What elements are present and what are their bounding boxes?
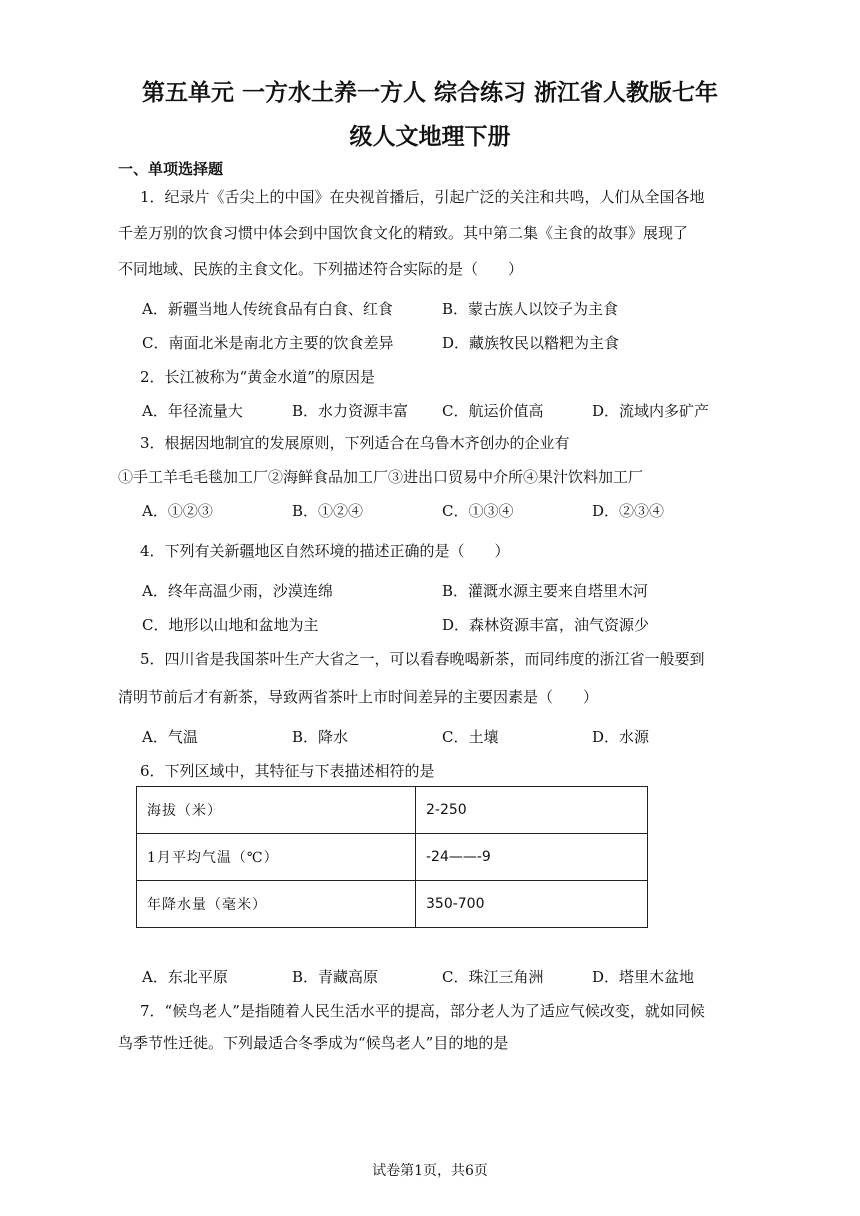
question-6-option-c[interactable]: C．珠江三角洲 — [442, 968, 544, 986]
question-5-option-a[interactable]: A．气温 — [142, 728, 198, 746]
question-1-line-3: 不同地域、民族的主食文化。下列描述符合实际的是（ ） — [118, 260, 524, 278]
question-5-line-2: 清明节前后才有新茶，导致两省茶叶上市时间差异的主要因素是（ ） — [118, 688, 599, 706]
question-4-option-a[interactable]: A．终年高温少雨，沙漠连绵 — [142, 582, 333, 600]
question-2-option-d[interactable]: D．流域内多矿产 — [592, 402, 710, 420]
page-title-line-2: 级人文地理下册 — [349, 124, 511, 150]
table-cell-label: 年降水量（毫米） — [137, 881, 416, 928]
question-2-option-a[interactable]: A．年径流量大 — [142, 402, 243, 420]
question-4-option-b[interactable]: B．灌溉水源主要来自塔里木河 — [442, 582, 649, 600]
table-row — [137, 834, 648, 881]
question-1-option-d[interactable]: D．藏族牧民以糌粑为主食 — [442, 334, 620, 352]
question-2-option-b[interactable]: B．水力资源丰富 — [292, 402, 409, 420]
question-1-line-1: 1．纪录片《舌尖上的中国》在央视首播后，引起广泛的关注和共鸣，人们从全国各地 — [140, 188, 705, 206]
question-3-option-b[interactable]: B．①②④ — [292, 502, 364, 520]
table-cell-value: -24——-9 — [416, 834, 648, 881]
climate-table — [136, 786, 648, 928]
question-5-option-c[interactable]: C．土壤 — [442, 728, 499, 746]
question-2-line-1: 2．长江被称为“黄金水道”的原因是 — [140, 368, 375, 386]
question-3-option-c[interactable]: C．①③④ — [442, 502, 514, 520]
question-4-option-c[interactable]: C．地形以山地和盆地为主 — [142, 616, 319, 634]
question-2-option-c[interactable]: C．航运价值高 — [442, 402, 544, 420]
question-3-option-a[interactable]: A．①②③ — [142, 502, 213, 520]
page-footer: 试卷第1页，共6页 — [372, 1163, 488, 1179]
question-7-line-1: 7．“候鸟老人”是指随着人民生活水平的提高，部分老人为了适应气候改变，就如同候 — [140, 1002, 705, 1020]
question-3-option-d[interactable]: D．②③④ — [592, 502, 665, 520]
question-4-line-1: 4．下列有关新疆地区自然环境的描述正确的是（ ） — [140, 542, 510, 560]
question-6-option-a[interactable]: A．东北平原 — [142, 968, 228, 986]
question-3-line-2: ①手工羊毛毛毯加工厂②海鲜食品加工厂③进出口贸易中介所④果汁饮料加工厂 — [118, 468, 644, 486]
question-6-line-1: 6．下列区域中，其特征与下表描述相符的是 — [140, 762, 435, 780]
question-6-option-b[interactable]: B．青藏高原 — [292, 968, 379, 986]
question-5-option-d[interactable]: D．水源 — [592, 728, 650, 746]
table-cell-label: 1月平均气温（℃） — [137, 834, 416, 881]
section-heading: 一、单项选择题 — [118, 160, 224, 178]
table-row — [137, 787, 648, 834]
table-cell-label: 海拔（米） — [137, 787, 416, 834]
question-7-line-2: 鸟季节性迁徙。下列最适合冬季成为“候鸟老人”目的地的是 — [118, 1034, 509, 1052]
question-1-option-b[interactable]: B．蒙古族人以饺子为主食 — [442, 300, 619, 318]
question-1-option-c[interactable]: C．南面北米是南北方主要的饮食差异 — [142, 334, 394, 352]
table-row — [137, 881, 648, 928]
question-1-line-2: 千差万别的饮食习惯中体会到中国饮食文化的精致。其中第二集《主食的故事》展现了 — [118, 224, 689, 242]
question-1-option-a[interactable]: A．新疆当地人传统食品有白食、红食 — [142, 300, 393, 318]
question-5-line-1: 5．四川省是我国茶叶生产大省之一，可以看春晚喝新茶，而同纬度的浙江省一般要到 — [140, 650, 705, 668]
table-cell-value: 2-250 — [416, 787, 648, 834]
question-3-line-1: 3．根据因地制宜的发展原则，下列适合在乌鲁木齐创办的企业有 — [140, 434, 570, 452]
page-title-line-1: 第五单元 一方水土养一方人 综合练习 浙江省人教版七年 — [141, 80, 719, 106]
question-5-option-b[interactable]: B．降水 — [292, 728, 349, 746]
table-cell-value: 350-700 — [416, 881, 648, 928]
question-4-option-d[interactable]: D．森林资源丰富，油气资源少 — [442, 616, 650, 634]
question-6-option-d[interactable]: D．塔里木盆地 — [592, 968, 695, 986]
